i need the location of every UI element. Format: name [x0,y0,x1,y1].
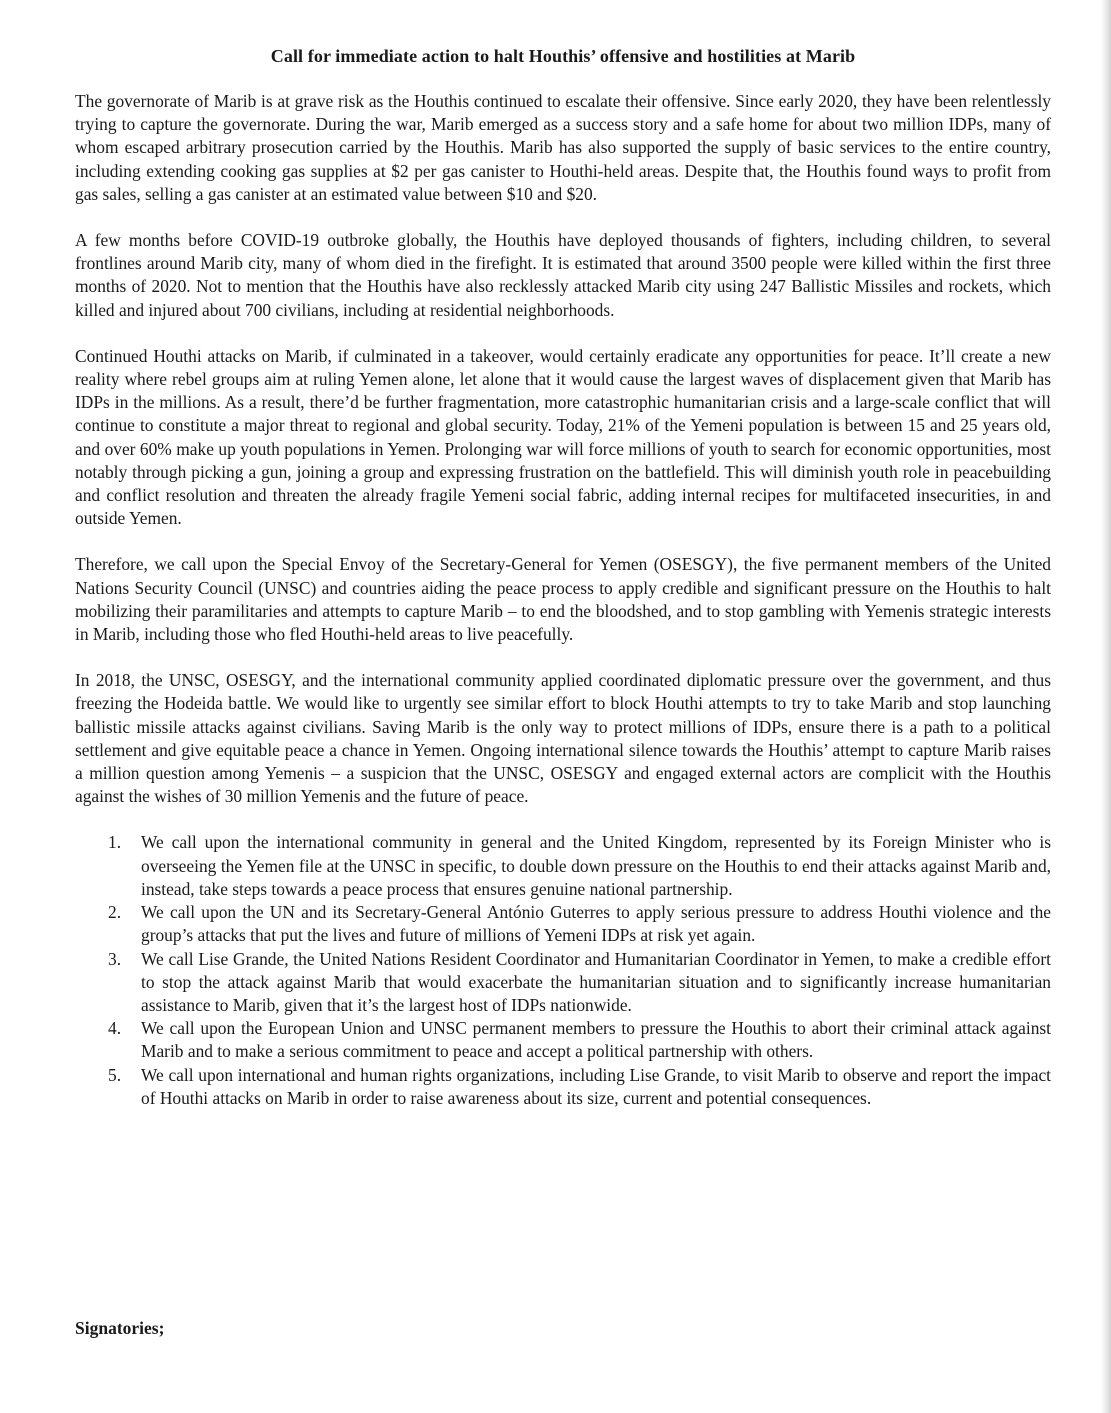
paragraph-call-upon: Therefore, we call upon the Special Envoy of the Secretary-General for Yemen (OSESGY), the five permanent members of the United Nations Security Council (UNSC) and countries aiding the peace process to apply credible and significant pressure on the Houthis to halt mobilizing their paramilitaries and attempts to capture Marib – to end the bloodshed, and to stop gambling with Yemenis strategic interests in Marib, including those who fled Houthi-held areas to live peacefully. [75,554,1051,645]
demands-list [75,831,1051,1109]
page-edge-shadow [1101,0,1111,1413]
list-item-text: We call upon the international community in general and the United Kingdom, represented by its Foreign Minister who is overseeing the Yemen file at the UNSC in specific, to double down pressure on the Houthis to end their attacks against Marib and, instead, take steps towards a peace process that ensures genuine national partnership. [141,832,1051,899]
list-item [108,831,1051,901]
list-item-text: We call Lise Grande, the United Nations Resident Coordinator and Humanitarian Coordinator in Yemen, to make a credible effort to stop the attack against Marib that would exacerbate the humanitarian situation and to significantly increase humanitarian assistance to Marib, given that it’s the largest host of IDPs nationwide. [141,948,1051,1015]
list-item [108,901,1051,947]
list-item-number: 2. [108,902,122,923]
signatories-heading: Signatories; [75,1318,165,1338]
list-item-text: We call upon the European Union and UNSC permanent members to pressure the Houthis to abort their criminal attack against Marib and to make a serious commitment to peace and accept a political partnership with others. [141,1018,1051,1062]
list-item-number: 5. [108,1064,122,1085]
list-item-text: We call upon the UN and its Secretary-General António Guterres to apply serious pressure to address Houthi violence and the group’s attacks that put the lives and future of millions of Yemeni IDPs at risk yet again. [141,902,1051,946]
document-title: Call for immediate action to halt Houthis’ offensive and hostilities at Marib [270,46,856,66]
list-item [108,948,1051,1018]
list-item [108,1064,1051,1110]
list-item [108,1017,1051,1063]
list-item-number: 4. [108,1018,122,1039]
list-item-number: 3. [108,948,122,969]
document-body [75,44,1051,1110]
paragraph-covid-frontlines: A few months before COVID-19 outbroke globally, the Houthis have deployed thousands of fighters, including children, to several frontlines around Marib city, many of whom died in the firefight. It is estimated that around 3500 people were killed within the first three months of 2020. Not to mention that the Houthis have also recklessly attacked Marib city using 247 Ballistic Missiles and rockets, which killed and injured about 700 civilians, including at residential neighborhoods. [75,230,1051,320]
paragraph-marib-risk: The governorate of Marib is at grave risk as the Houthis continued to escalate their offensive. Since early 2020, they have been relentlessly trying to capture the governorate. During the war, Marib emerged as a success story and a safe home for about two million IDPs, many of whom escaped arbitrary prosecution carried by the Houthis. Marib has also supported the supply of basic services to the entire country, including extending cooking gas supplies at $2 per gas canister to Houthi-held areas. Despite that, the Houthis found ways to profit from gas sales, selling a gas canister at an estimated value between $10 and $20. [75,91,1051,204]
paragraph-2018-precedent: In 2018, the UNSC, OSESGY, and the international community applied coordinated diplomatic pressure over the government, and thus freezing the Hodeida battle. We would like to urgently see similar effort to block Houthi attempts to try to take Marib and stop launching ballistic missile attacks against civilians. Saving Marib is the only way to protect millions of IDPs, ensure there is a path to a political settlement and give equitable peace a chance in Yemen. Ongoing international silence towards the Houthis’ attempt to capture Marib raises a million question among Yemenis – a suspicion that the UNSC, OSESGY and engaged external actors are complicit with the Houthis against the wishes of 30 million Yemenis and the future of peace. [75,670,1051,807]
paragraph-consequences: Continued Houthi attacks on Marib, if culminated in a takeover, would certainly eradicate any opportunities for peace. It’ll create a new reality where rebel groups aim at ruling Yemen alone, let alone that it would cause the largest waves of displacement given that Marib has IDPs in the millions. As a result, there’d be further fragmentation, more catastrophic humanitarian crisis and a large-scale conflict that will continue to constitute a major threat to regional and global security. Today, 21% of the Yemeni population is between 15 and 25 years old, and over 60% make up youth populations in Yemen. Prolonging war will force millions of youth to search for economic opportunities, most notably through picking a gun, joining a group and expressing frustration on the battlefield. This will diminish youth role in peacebuilding and conflict resolution and threaten the already fragile Yemeni social fabric, adding internal recipes for multifaceted insecurities, in and outside Yemen. [75,345,1051,529]
list-item-text: We call upon international and human rights organizations, including Lise Grande, to visit Marib to observe and report the impact of Houthi attacks on Marib in order to raise awareness about its size, current and potential consequences. [141,1064,1051,1108]
list-item-number: 1. [108,832,122,853]
